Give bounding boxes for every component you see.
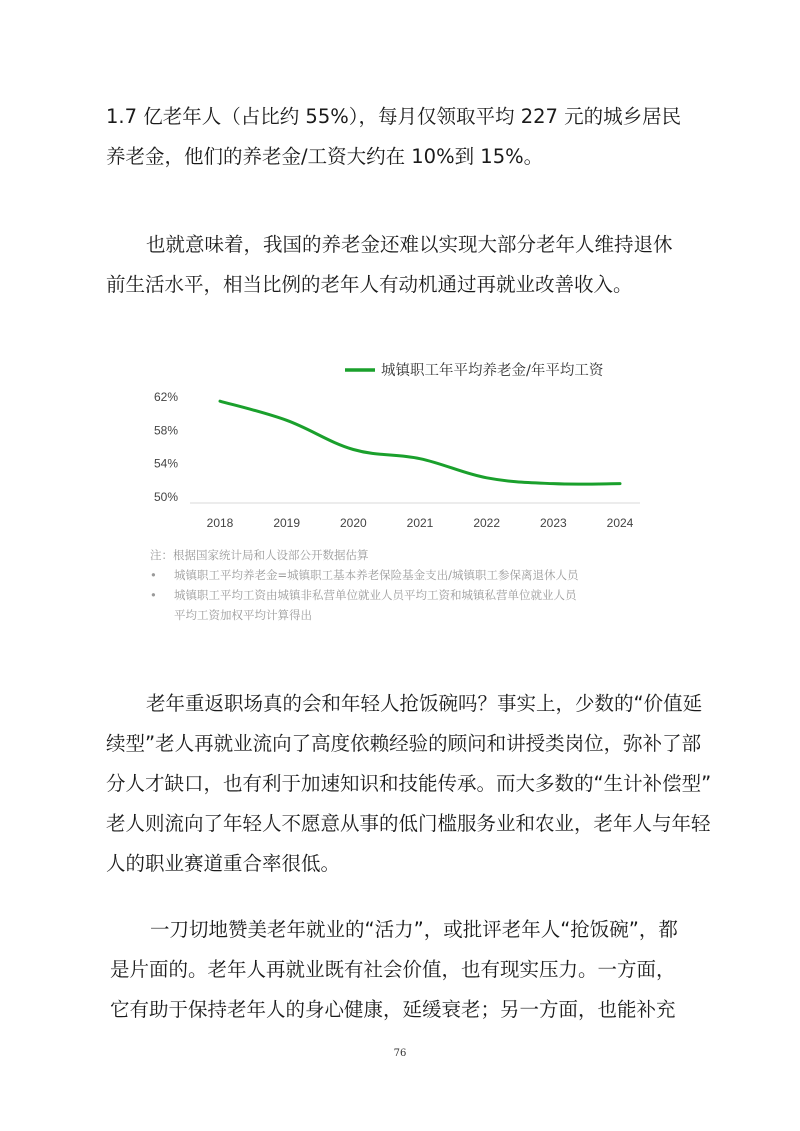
x-tick-label: 2019: [273, 516, 301, 530]
text-line: 1.7 亿老年人（占比约 55%），每月仅领取平均 227 元的城乡居民: [106, 105, 682, 128]
note-text: 城镇职工平均工资由城镇非私营单位就业人员平均工资和城镇私营单位就业人员: [174, 588, 577, 602]
y-tick-label: 50%: [153, 490, 178, 504]
text-line: 是片面的。老年人再就业既有社会价值，也有现实压力。一方面，: [110, 958, 676, 981]
text-line: 分人才缺口，也有利于加速知识和技能传承。而大多数的“生计补偿型”: [106, 772, 712, 795]
chart-source-note: 注：根据国家统计局和人设部公开数据估算: [150, 548, 369, 562]
text-line: 前生活水平，相当比例的老年人有动机通过再就业改善收入。: [106, 273, 633, 296]
y-tick-label: 62%: [153, 390, 178, 404]
y-tick-label: 54%: [153, 456, 178, 471]
pension-ratio-line-chart: [140, 352, 660, 542]
note-item: [150, 585, 670, 605]
paragraph-3: [106, 684, 712, 884]
text-line: 老年重返职场真的会和年轻人抢饭碗吗？事实上，少数的“价值延: [146, 692, 703, 715]
text-line: 老人则流向了年轻人不愿意从事的低门槛服务业和农业，老年人与年轻: [106, 812, 711, 835]
paragraph-1: [106, 97, 696, 177]
text-line: 人的职业赛道重合率很低。: [106, 852, 341, 875]
text-line: 养老金，他们的养老金/工资大约在 10%到 15%。: [106, 145, 544, 168]
text-line: 一刀切地赞美老年就业的“活力”，或批评老年人“抢饭碗”，都: [150, 918, 678, 941]
note-text: 城镇职工平均养老金=城镇职工基本养老保险基金支出/城镇职工参保离退休人员: [174, 568, 579, 582]
legend-label: 城镇职工年平均养老金/年平均工资: [381, 363, 604, 379]
text-line: 续型”老人再就业流向了高度依赖经验的顾问和讲授类岗位，弥补了部: [106, 732, 702, 755]
x-tick-label: 2022: [473, 516, 501, 530]
text-line: 它有助于保持老年人的身心健康，延缓衰老；另一方面，也能补充: [110, 998, 676, 1021]
y-tick-label: 58%: [153, 423, 178, 438]
series-line: [220, 401, 620, 484]
x-tick-label: 2024: [606, 516, 634, 530]
x-tick-label: 2021: [406, 516, 434, 530]
bullet-marker: •: [150, 588, 157, 602]
x-tick-label: 2023: [539, 516, 567, 530]
note-item: [150, 565, 670, 585]
text-line: 也就意味着，我国的养老金还难以实现大部分老年人维持退休: [146, 233, 673, 256]
bullet-marker: •: [150, 568, 157, 582]
paragraph-4: [110, 910, 700, 1030]
x-tick-label: 2018: [206, 516, 234, 530]
chart-notes: [150, 545, 670, 625]
page-number: 76: [393, 1048, 407, 1059]
x-tick-label: 2020: [339, 516, 367, 530]
note-text-continued: 平均工资加权平均计算得出: [174, 608, 312, 622]
paragraph-2: [106, 225, 696, 305]
